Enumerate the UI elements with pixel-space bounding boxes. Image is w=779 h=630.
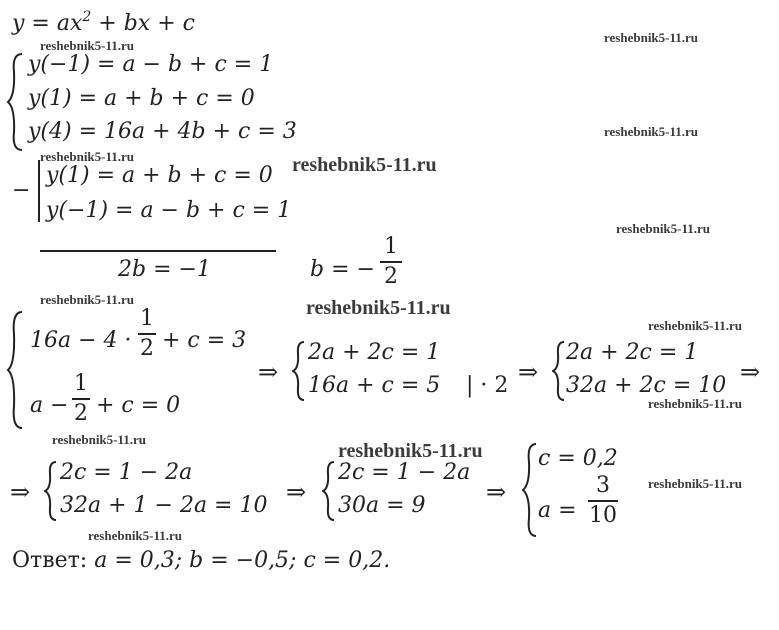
system6-eq2: 32a + 1 − 2a = 10 [60, 493, 268, 518]
system-brace [552, 340, 566, 402]
a-fraction [588, 475, 618, 527]
system-brace [522, 442, 538, 538]
system2-bar [38, 160, 40, 222]
system-brace [6, 310, 26, 430]
system5-eq2: 32a + 2c = 10 [566, 373, 727, 398]
watermark: reshebnik5-11.ru [88, 528, 183, 543]
watermark: reshebnik5-11.ru [648, 476, 743, 491]
system1-eq3: y(4) = 16a + 4b + c = 3 [28, 119, 297, 144]
system2-eq1: y(1) = a + b + c = 0 [46, 163, 273, 188]
system-brace [322, 460, 336, 522]
watermark: reshebnik5-11.ru [604, 124, 699, 139]
system2-eq2: y(−1) = a − b + c = 1 [46, 198, 292, 223]
general-equation: $y = ax^2$ + bx + c [12, 9, 195, 36]
system7-eq2: 30a = 9 [338, 493, 426, 518]
b-result: b = − [310, 257, 375, 282]
subtraction-line [40, 250, 276, 252]
implies-arrow: ⇒ [486, 478, 507, 506]
fraction-bar [588, 500, 618, 502]
system3-eq1-right: + c = 3 [162, 328, 247, 353]
watermark: reshebnik5-11.ru [648, 396, 743, 411]
system3-eq2-right: + c = 0 [96, 393, 181, 418]
answer-label: Ответ: [12, 548, 88, 573]
watermark: reshebnik5-11.ru [40, 38, 135, 53]
watermark: reshebnik5-11.ru [306, 297, 451, 319]
implies-arrow: ⇒ [740, 358, 761, 386]
fraction-num: 1 [140, 306, 154, 331]
watermark: reshebnik5-11.ru [292, 154, 437, 176]
watermark: reshebnik5-11.ru [40, 292, 135, 307]
watermark: reshebnik5-11.ru [40, 149, 135, 164]
fraction-den: 10 [589, 503, 617, 528]
system4-eq1: 2a + 2c = 1 [308, 340, 441, 365]
answer-line [12, 548, 390, 573]
system4-multiplier: | · 2 [466, 373, 509, 398]
b-fraction-num: 1 [384, 234, 398, 259]
implies-arrow: ⇒ [518, 358, 539, 386]
system1-eq1: y(−1) = a − b + c = 1 [28, 52, 274, 77]
system6-eq1: 2c = 1 − 2a [60, 460, 193, 485]
implies-arrow: ⇒ [10, 478, 31, 506]
fraction-bar [138, 333, 156, 335]
system3-eq2-left: a − [30, 393, 69, 418]
b-fraction-bar [380, 261, 402, 263]
fraction-num: 1 [74, 371, 88, 396]
fraction-den: 2 [74, 401, 88, 426]
b-fraction [380, 236, 402, 288]
system-brace [6, 52, 26, 152]
system3-eq2-fraction [72, 373, 90, 425]
implies-arrow: ⇒ [286, 478, 307, 506]
system1-eq2: y(1) = a + b + c = 0 [28, 86, 255, 111]
system8-a: a = [538, 498, 577, 523]
system8-c: c = 0,2 [538, 446, 618, 471]
watermark: reshebnik5-11.ru [52, 432, 147, 447]
implies-arrow: ⇒ [258, 358, 279, 386]
system5-eq1: 2a + 2c = 1 [566, 340, 699, 365]
fraction-num: 3 [596, 473, 610, 498]
watermark: reshebnik5-11.ru [604, 30, 699, 45]
watermark: reshebnik5-11.ru [616, 221, 711, 236]
system4-eq2: 16a + c = 5 [308, 373, 441, 398]
system3-eq1-fraction [138, 308, 156, 360]
system3-eq1-left: 16a − 4 · [30, 328, 132, 353]
minus-sign: − [12, 178, 31, 203]
fraction-bar [72, 398, 90, 400]
fraction-den: 2 [140, 336, 154, 361]
subtraction-result: 2b = −1 [118, 257, 211, 282]
system-brace [292, 340, 306, 402]
answer-values: a = 0,3; b = −0,5; c = 0,2. [94, 548, 391, 573]
watermark: reshebnik5-11.ru [338, 440, 483, 462]
system-brace [44, 460, 58, 522]
b-fraction-den: 2 [384, 264, 398, 289]
system7-eq1: 2c = 1 − 2a [338, 460, 471, 485]
watermark: reshebnik5-11.ru [648, 318, 743, 333]
